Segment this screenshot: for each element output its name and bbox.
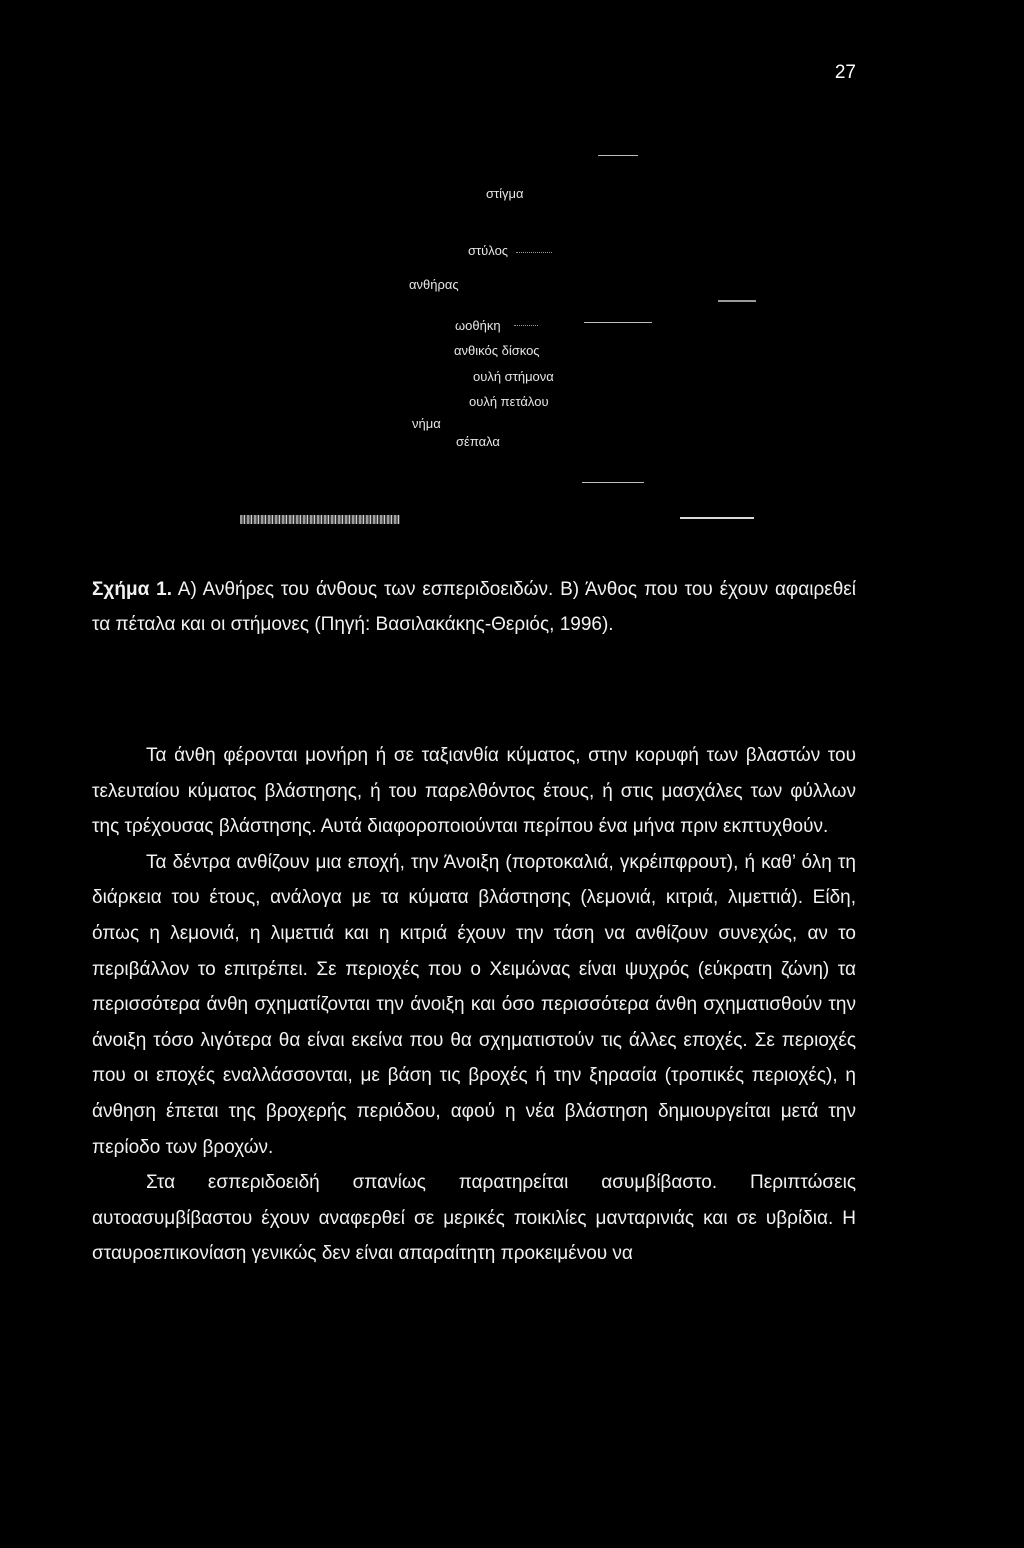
leader-line-style [516, 252, 552, 254]
body-text [92, 738, 856, 1272]
figure-line [584, 322, 652, 323]
label-anther: ανθήρας [409, 277, 459, 292]
page-number: 27 [834, 62, 856, 83]
label-filament: νήμα [412, 416, 441, 431]
label-sepals: σέπαλα [456, 434, 500, 449]
figure-line [598, 155, 638, 156]
scale-bar [240, 515, 400, 524]
figure-caption [92, 572, 856, 642]
label-petal-scar: ουλή πετάλου [469, 394, 549, 409]
label-ovary: ωοθήκη [455, 318, 501, 333]
leader-line-ovary [514, 325, 538, 327]
label-disc: ανθικός δίσκος [454, 343, 540, 358]
paragraph: Τα δέντρα ανθίζουν μια εποχή, την Άνοιξη (πορτοκαλιά, γκρέιπφρουτ), ή καθ’ όλη τη διάρκεια του έτους, ανάλογα με τα κύματα βλάστησης (λεμονιά, κιτριά, λιμεττιά). Είδη, όπως η λεμονιά, η λιμεττιά και η κιτριά έχουν την τάση να ανθίζουν συνεχώς, αν το περιβάλλον το επιτρέπει. Σε περιοχές που ο Χειμώνας είναι ψυχρός (εύκρατη ζώνη) τα περισσότερα άνθη σχηματίζονται την άνοιξη και όσο περισσότερα άνθη σχηματισθούν την άνοιξη τόσο λιγότερα θα είναι εκείνα που θα σχηματιστούν τις άλλες εποχές. Σε περιοχές που οι εποχές εναλλάσσονται, με βάση τις βροχές ή την ξηρασία (τροπικές περιοχές), η άνθηση έπεται της βροχερής περιόδου, αφού η νέα βλάστηση δημιουργείται μετά την περίοδο των βροχών. [92, 851, 856, 1158]
caption-label: Σχήμα 1. [92, 579, 172, 600]
caption-text: Α) Ανθήρες του άνθους των εσπεριδοειδών. Β) Άνθος που του έχουν αφαιρεθεί τα πέταλα και οι στήμονες (Πηγή: Βασιλακάκης-Θεριός, 1996). [92, 579, 856, 635]
label-style: στύλος [468, 243, 509, 258]
label-stigma: στίγμα [486, 186, 524, 201]
paragraph: Τα άνθη φέρονται μονήρη ή σε ταξιανθία κύματος, στην κορυφή των βλαστών του τελευταίου κύματος βλάστησης, ή του παρελθόντος έτους, ή στις μασχάλες των φύλλων της τρέχουσας βλάστησης. Αυτά διαφοροποιούνται περίπου ένα μήνα πριν εκπτυχθούν. [92, 745, 856, 838]
figure-line [680, 517, 754, 519]
figure-line [582, 482, 644, 483]
paragraph: Στα εσπεριδοειδή σπανίως παρατηρείται ασυμβίβαστο. Περιπτώσεις αυτοασυμβίβαστου έχουν αναφερθεί σε μερικές ποικιλίες μανταρινιάς και σε υβρίδια. Η σταυροεπικονίαση γενικώς δεν είναι απαραίτητη προκειμένου να [92, 1172, 856, 1265]
flower-figure [0, 0, 1024, 540]
label-stamen-scar: ουλή στήμονα [473, 369, 554, 384]
figure-line [718, 300, 756, 302]
